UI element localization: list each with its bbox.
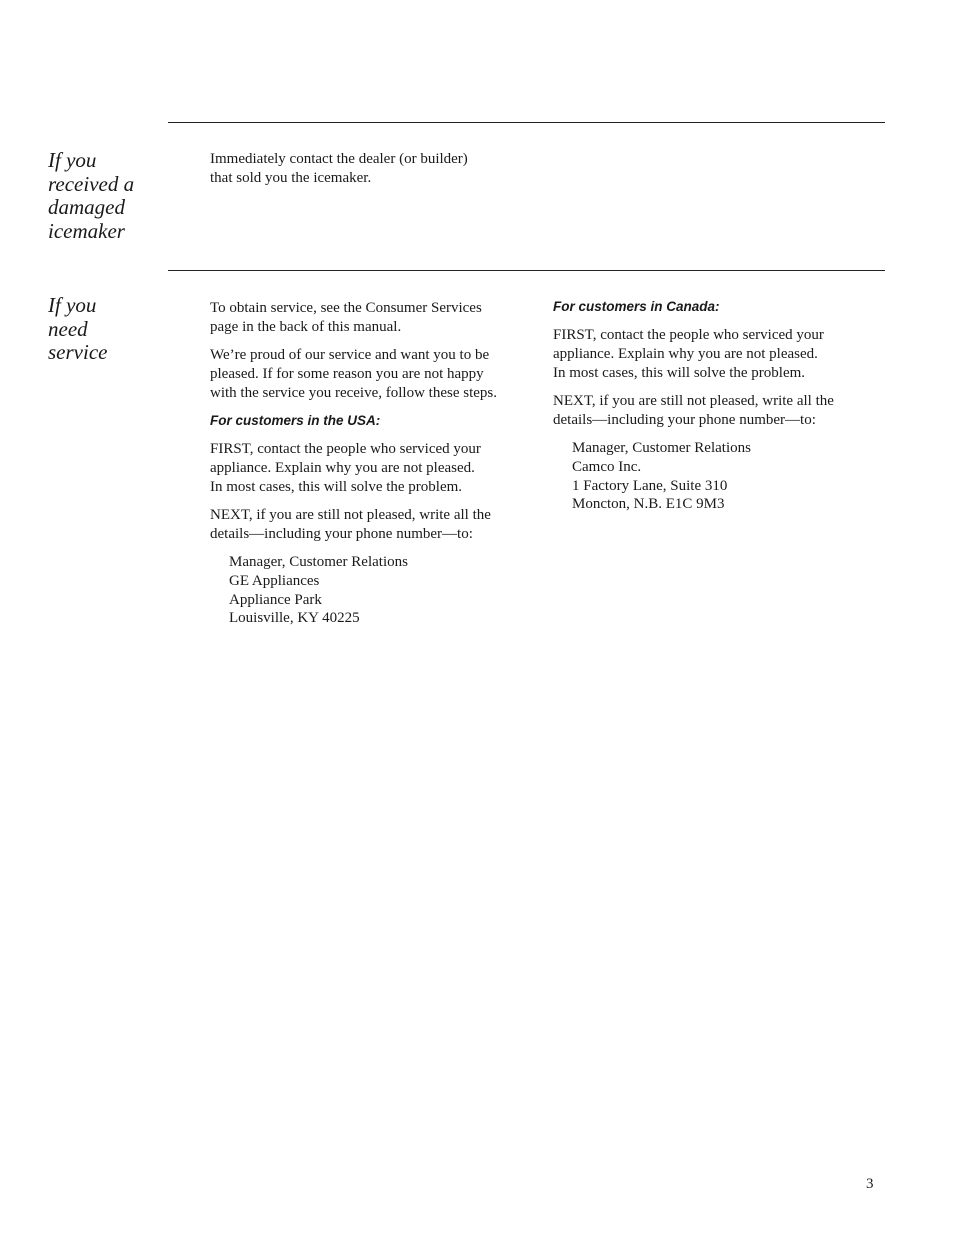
page-number: 3 [866,1176,874,1192]
usa-address: Manager, Customer Relations GE Appliances Appliance Park Louisville, KY 40225 [229,553,408,627]
service-canada-column [553,298,883,514]
service-pride-text: We’re proud of our service and want you to be pleased. If for some reason you are not happy with the service you receive, follow these steps. [210,347,497,401]
damaged-icemaker-text: Immediately contact the dealer (or builder) that sold you the icemaker. [210,151,468,186]
damaged-icemaker-heading: If you received a damaged icemaker [48,148,135,243]
service-intro-text: To obtain service, see the Consumer Services page in the back of this manual. [210,300,482,335]
usa-next-step: NEXT, if you are still not pleased, write all the details—including your phone number—to: [210,506,491,542]
section-divider-top [168,122,885,123]
usa-customers-subheading: For customers in the USA: [210,412,381,428]
damaged-icemaker-body [210,150,540,197]
section-divider-service [168,270,885,271]
canada-address: Manager, Customer Relations Camco Inc. 1 Factory Lane, Suite 310 Moncton, N.B. E1C 9M3 [572,439,751,513]
usa-first-step: FIRST, contact the people who serviced your appliance. Explain why you are not pleased. In most cases, this will solve the problem. [210,440,481,495]
canada-customers-subheading: For customers in Canada: [553,299,720,314]
service-usa-column [210,299,540,628]
canada-first-step: FIRST, contact the people who serviced your appliance. Explain why you are not pleased. In most cases, this will solve the problem. [553,327,824,381]
need-service-heading: If you need service [48,293,108,364]
canada-next-step: NEXT, if you are still not pleased, write all the details—including your phone number—to: [553,392,834,428]
